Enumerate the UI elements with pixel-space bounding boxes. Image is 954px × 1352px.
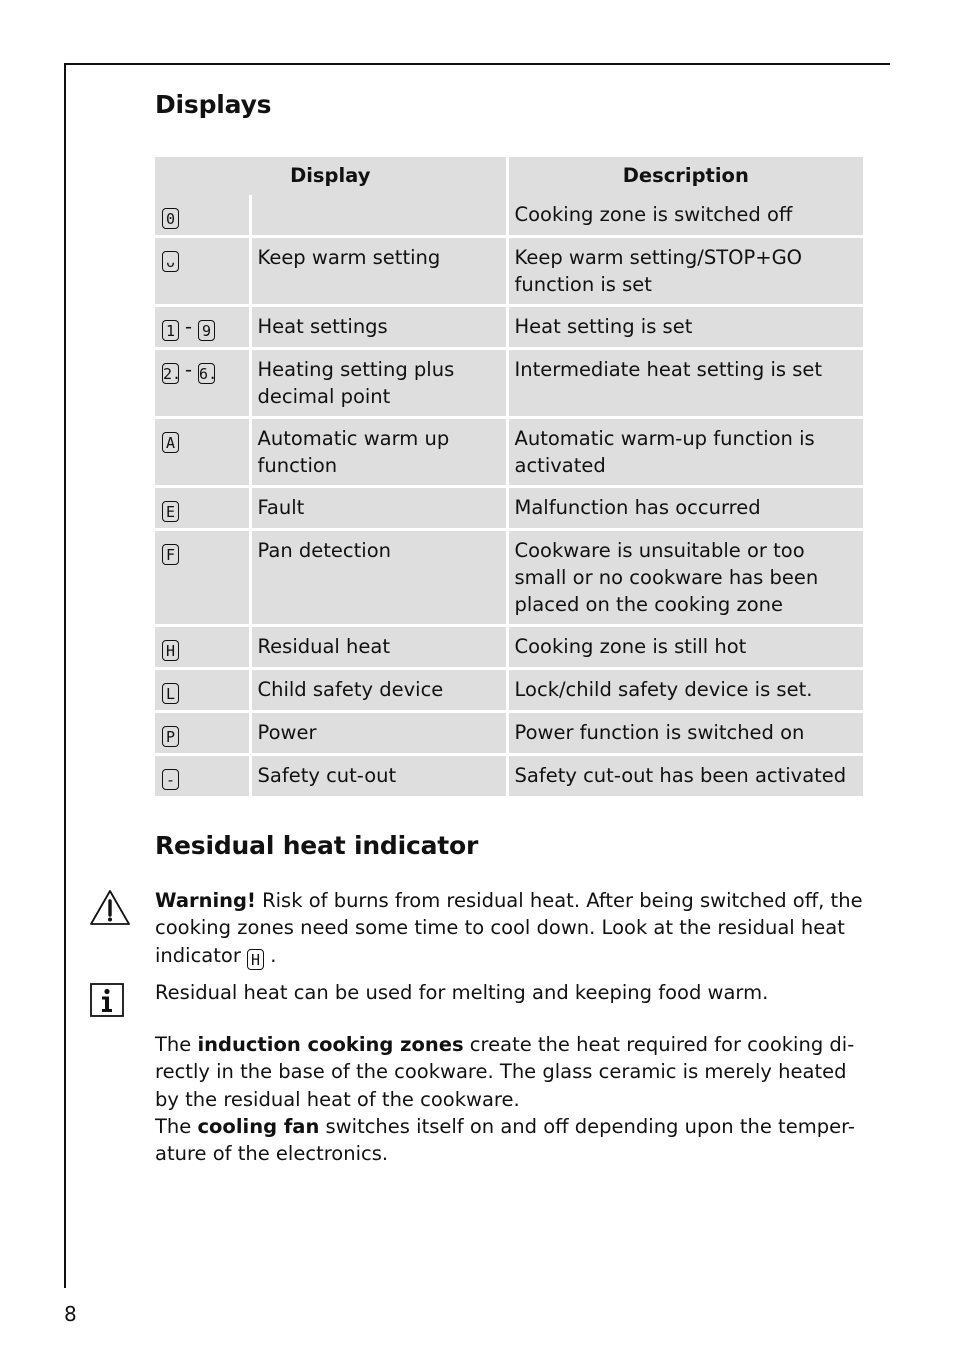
induction-paragraph bbox=[155, 1031, 867, 1113]
display-name-cell: Heat settings bbox=[250, 306, 507, 349]
display-name-cell bbox=[250, 195, 507, 237]
table-row bbox=[155, 237, 863, 306]
displays-table-body bbox=[155, 195, 863, 796]
display-symbol-cell bbox=[155, 530, 250, 626]
display-symbol: P bbox=[162, 726, 179, 747]
display-symbol: 6. bbox=[199, 365, 218, 383]
table-header-row bbox=[155, 157, 863, 195]
description-cell: Keep warm setting/STOP+GO function is set bbox=[507, 237, 863, 306]
description-cell: Intermediate heat setting is set bbox=[507, 349, 863, 418]
display-symbol-cell bbox=[155, 418, 250, 487]
display-symbol-cell bbox=[155, 237, 250, 306]
table-row bbox=[155, 195, 863, 237]
induction-pre: The bbox=[155, 1033, 198, 1056]
table-row bbox=[155, 306, 863, 349]
display-symbol: F bbox=[162, 544, 179, 565]
table-row bbox=[155, 712, 863, 755]
residual-heat-symbol: H bbox=[247, 949, 264, 970]
display-name-cell: Automatic warm up function bbox=[250, 418, 507, 487]
description-cell: Safety cut-out has been activated bbox=[507, 755, 863, 797]
display-symbol: 2. bbox=[163, 365, 182, 383]
display-symbol: 1 bbox=[162, 320, 179, 341]
description-cell: Lock/child safety device is set. bbox=[507, 669, 863, 712]
table-row bbox=[155, 755, 863, 797]
table-row bbox=[155, 349, 863, 418]
display-symbol: - bbox=[162, 769, 179, 790]
induction-text: create the heat required for cooking di-rectly in the base of the cookware. The glass ceramic is merely heated by the residual heat of the cookware. bbox=[155, 1033, 855, 1111]
display-symbol-cell bbox=[155, 195, 250, 237]
display-symbol-cell bbox=[155, 755, 250, 797]
description-cell: Malfunction has occurred bbox=[507, 487, 863, 530]
display-symbol-cell bbox=[155, 349, 250, 418]
cooling-fan-paragraph bbox=[155, 1113, 867, 1168]
display-column-header: Display bbox=[155, 157, 507, 195]
warning-triangle-icon bbox=[89, 889, 131, 927]
display-symbol: 0 bbox=[162, 208, 179, 229]
display-name-cell: Heating setting plus decimal point bbox=[250, 349, 507, 418]
warning-end: . bbox=[270, 943, 277, 967]
warning-paragraph bbox=[155, 887, 867, 970]
display-symbol-cell bbox=[155, 487, 250, 530]
table-row bbox=[155, 669, 863, 712]
info-icon bbox=[90, 983, 124, 1017]
display-name-cell: Child safety device bbox=[250, 669, 507, 712]
display-name-cell: Pan detection bbox=[250, 530, 507, 626]
symbol-range-dash: - bbox=[185, 315, 193, 338]
page-frame-top-rule bbox=[64, 63, 890, 65]
display-symbol-cell bbox=[155, 669, 250, 712]
table-row bbox=[155, 530, 863, 626]
info-paragraph: Residual heat can be used for melting and keeping food warm. bbox=[155, 981, 769, 1004]
symbol-range-dash: - bbox=[185, 358, 193, 381]
description-cell: Cooking zone is still hot bbox=[507, 626, 863, 669]
table-row bbox=[155, 626, 863, 669]
warning-text: Risk of burns from residual heat. After being switched off, the cooking zones need some time to cool down. Look at the residual heat indicator bbox=[155, 889, 863, 967]
display-symbol: L bbox=[162, 683, 179, 704]
fan-bold: cooling fan bbox=[197, 1115, 320, 1138]
description-cell: Cooking zone is switched off bbox=[507, 195, 863, 237]
table-row bbox=[155, 418, 863, 487]
fan-text: switches itself on and off depending upon the temper-ature of the electronics. bbox=[155, 1115, 855, 1166]
description-cell: Power function is switched on bbox=[507, 712, 863, 755]
displays-table bbox=[155, 157, 863, 796]
description-cell: Cookware is unsuitable or too small or no cookware has been placed on the cooking zone bbox=[507, 530, 863, 626]
displays-heading: Displays bbox=[155, 90, 272, 119]
induction-bold: induction cooking zones bbox=[197, 1033, 464, 1056]
display-name-cell: Keep warm setting bbox=[250, 237, 507, 306]
table-row bbox=[155, 487, 863, 530]
display-name-cell: Power bbox=[250, 712, 507, 755]
display-symbol: 9 bbox=[198, 320, 215, 341]
display-symbol: A bbox=[162, 432, 179, 453]
description-cell: Automatic warm-up function is activated bbox=[507, 418, 863, 487]
display-symbol-cell bbox=[155, 626, 250, 669]
display-symbol-cell bbox=[155, 712, 250, 755]
warning-label: Warning! bbox=[155, 889, 256, 912]
description-cell: Heat setting is set bbox=[507, 306, 863, 349]
display-symbol: E bbox=[162, 501, 179, 522]
display-name-cell: Residual heat bbox=[250, 626, 507, 669]
fan-pre: The bbox=[155, 1115, 198, 1138]
page-number: 8 bbox=[64, 1302, 77, 1326]
description-column-header: Description bbox=[507, 157, 863, 195]
display-symbol: H bbox=[162, 640, 179, 661]
display-name-cell: Fault bbox=[250, 487, 507, 530]
display-name-cell: Safety cut-out bbox=[250, 755, 507, 797]
page-frame-left-rule bbox=[64, 63, 66, 1288]
residual-heat-heading: Residual heat indicator bbox=[155, 831, 479, 860]
display-symbol: ᴗ bbox=[162, 251, 179, 272]
display-symbol-cell bbox=[155, 306, 250, 349]
